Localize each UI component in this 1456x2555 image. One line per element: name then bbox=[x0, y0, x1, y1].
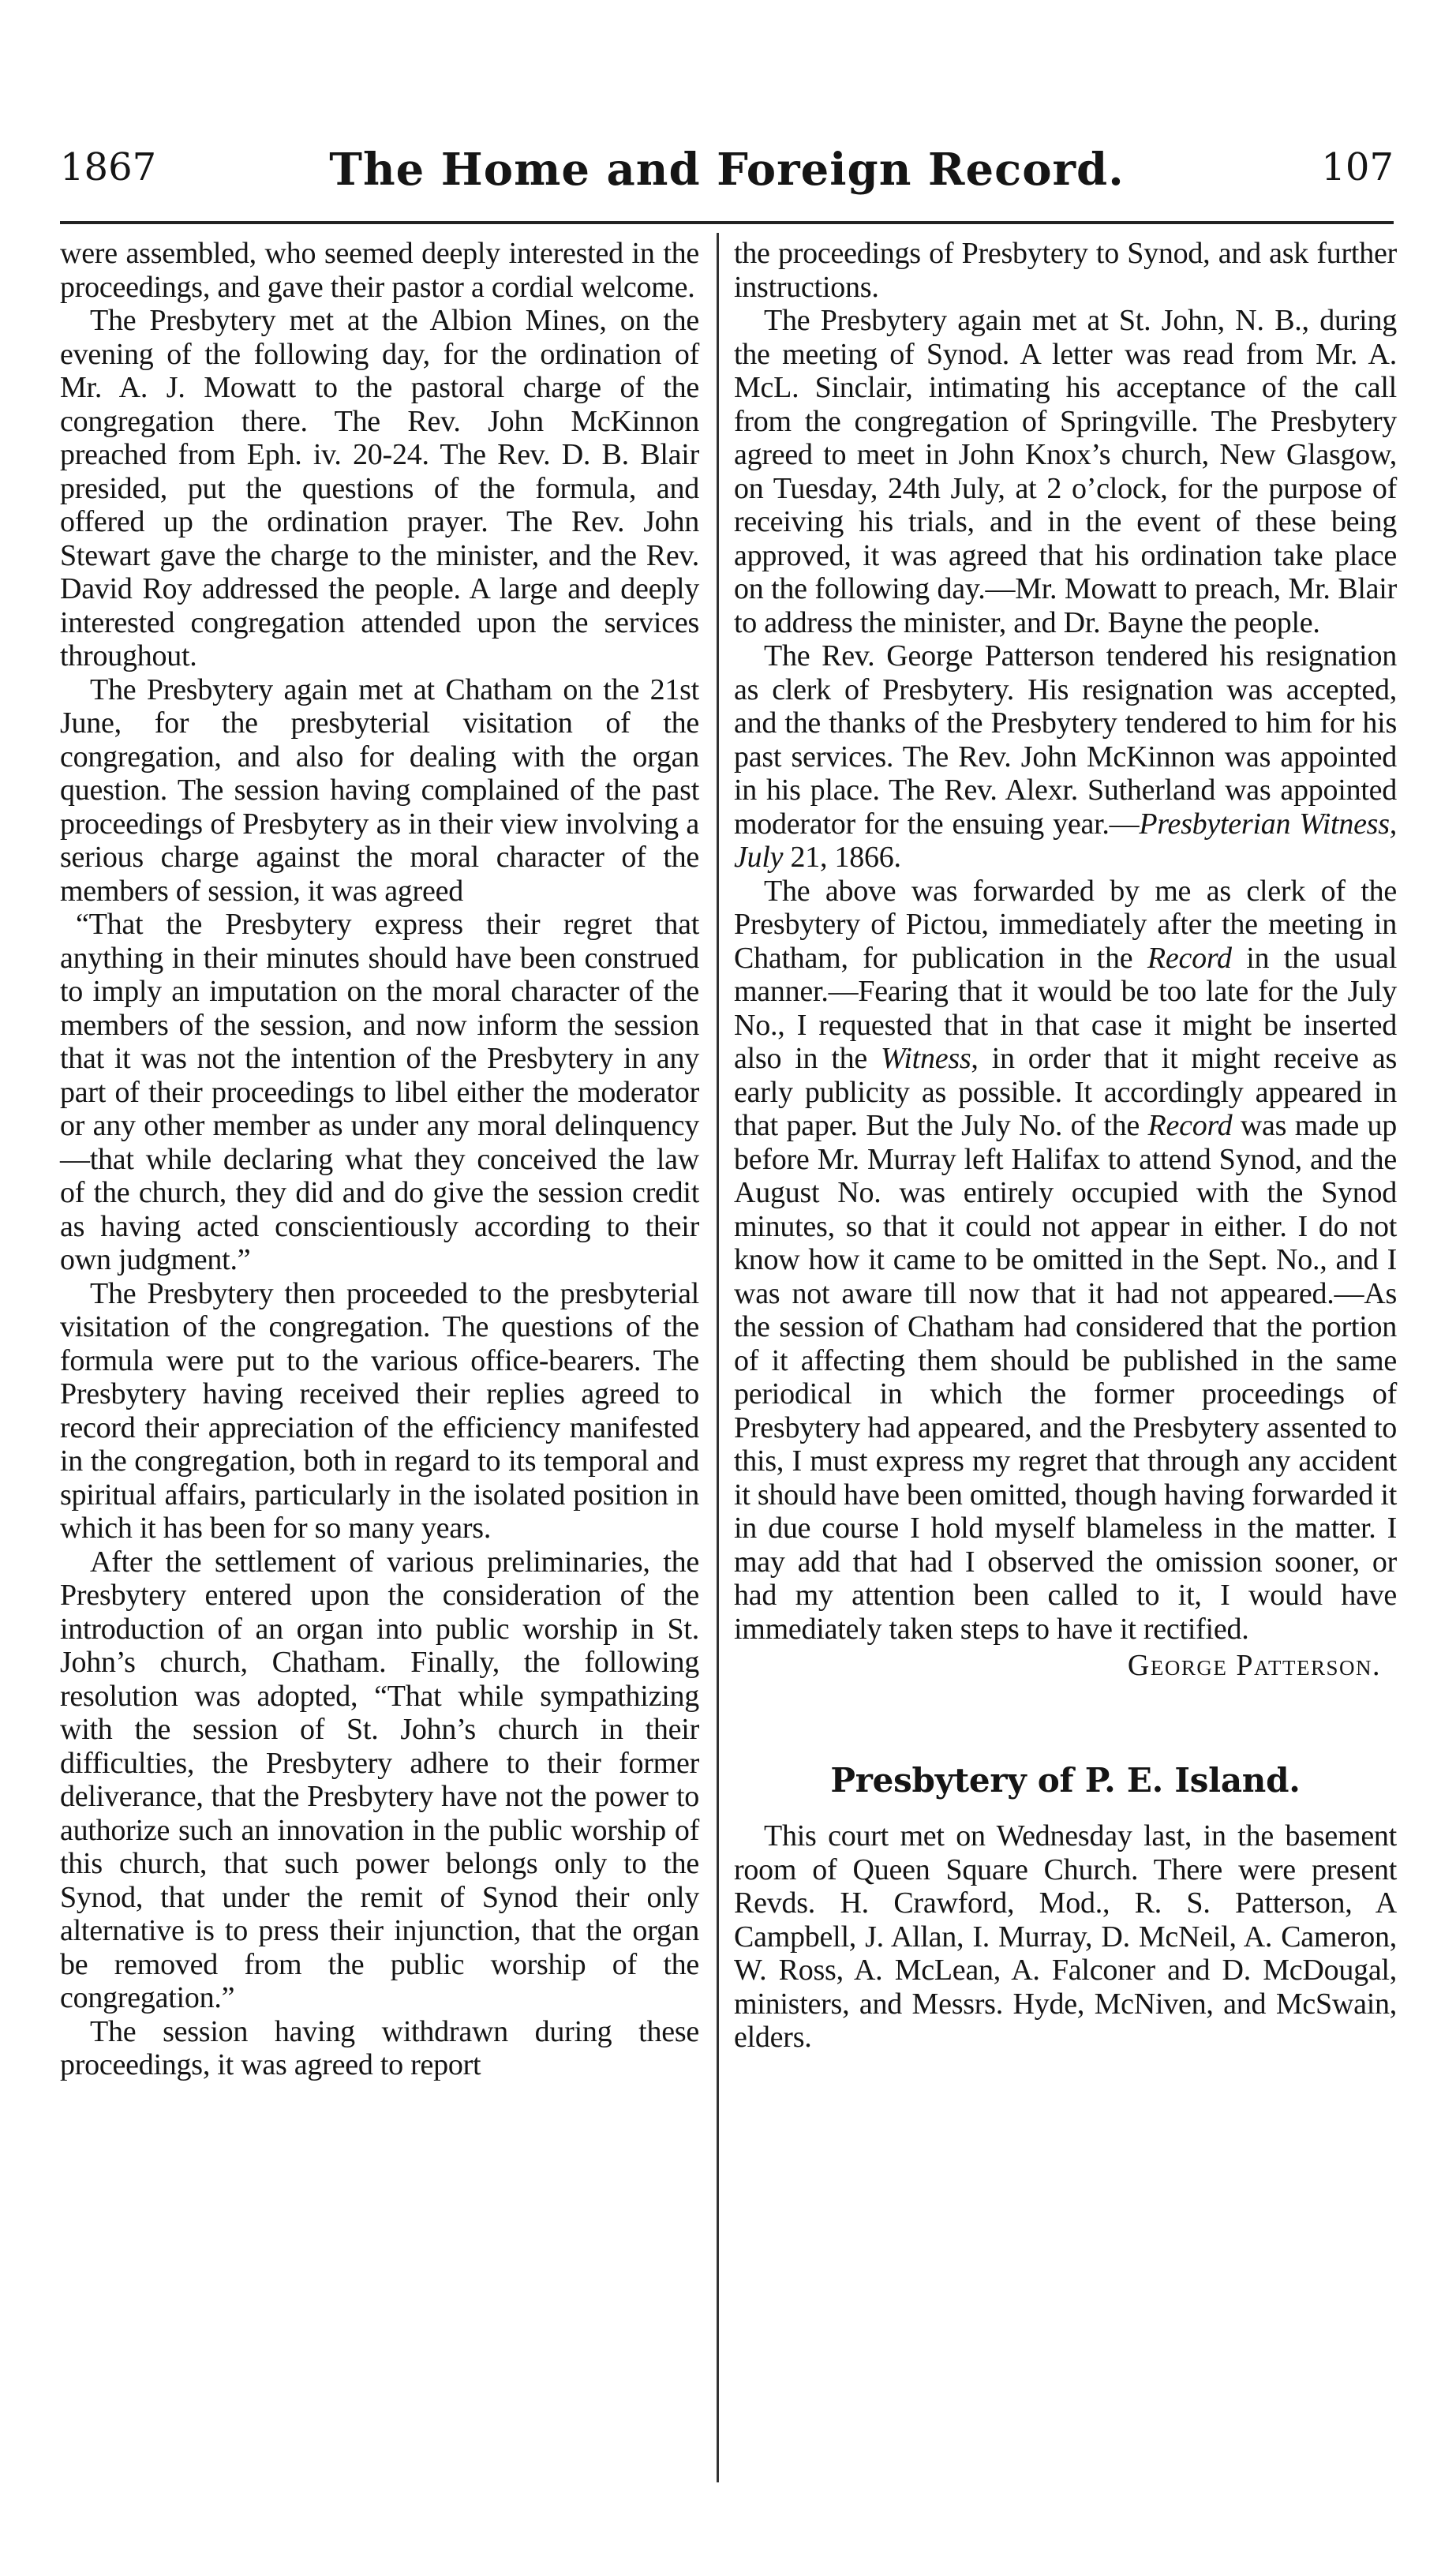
paragraph: The Presbytery again met at Chatham on the 21st June, for the presbyterial visitation of the congregation, and also for dealing with the organ question. The session having complained of the past proceedings of Presbytery as in their view involving a serious charge against the moral character of the members of session, it was agreed bbox=[60, 672, 699, 908]
paragraph bbox=[734, 875, 1397, 1647]
paragraph-text: , in order that it might receive as early publicity as possible. It accordingly appeared in that paper. But the July No. of the bbox=[734, 1042, 1397, 1142]
citation-date: 21, 1866. bbox=[783, 841, 901, 874]
journal-title: The Home and Foreign Record. bbox=[329, 144, 1125, 196]
record-title: Record bbox=[1147, 941, 1232, 975]
witness-title: Witness bbox=[881, 1042, 971, 1075]
paragraph-text: The Rev. George Patterson tendered his resignation as clerk of Presbytery. His resignation was accepted, and the thanks of the Presbytery tendered to him for his past services. The Rev. John McKinnon was appointed in his place. The Rev. Alexr. Sutherland was appointed moderator for the ensuing year.— bbox=[734, 639, 1397, 841]
header-year: 1867 bbox=[60, 145, 157, 189]
paragraph: This court met on Wednesday last, in the basement room of Queen Square Church. There were present Revds. H. Crawford, Mod., R. S. Patterson, A Campbell, J. Allan, I. Murray, D. McNeil, A. Cameron, W. Ross, A. McLean, A. Falconer and D. McDougal, ministers, and Messrs. Hyde, McNiven, and McSwain, elders. bbox=[734, 1819, 1397, 2054]
paragraph: were assembled, who seemed deeply interested in the proceedings, and gave their pastor a cordial welcome. bbox=[60, 237, 699, 304]
section-heading: Presbytery of P. E. Island. bbox=[830, 1761, 1301, 1800]
paragraph-text: in the usual manner.—Fearing that it would be too late for the July No., I requested that in that case it might be inserted also in the bbox=[734, 941, 1397, 1075]
signature: George Patterson. bbox=[1127, 1649, 1381, 1682]
paragraph: The session having withdrawn during these proceedings, it was agreed to report bbox=[60, 2014, 699, 2081]
record-title: Record bbox=[1147, 1109, 1233, 1142]
paragraph: The Presbytery then proceeded to the presbyterial visitation of the congregation. The questions of the formula were put to the various office-bearers. The Presbytery having received their replies agreed to record their appreciation of the efficiency manifested in the congregation, both in regard to its temporal and spiritual affairs, particularly in the isolated position in which it has been for so many years. bbox=[60, 1276, 699, 1545]
paragraph: The Presbytery met at the Albion Mines, on the evening of the following day, for the ordination of Mr. A. J. Mowatt to the pastoral charge of the congregation there. The Rev. John McKinnon preached from Eph. iv. 20-24. The Rev. D. B. Blair presided, put the questions of the formula, and offered up the ordination prayer. The Rev. John Stewart gave the charge to the minister, and the Rev. David Roy addressed the people. A large and deeply interested congregation attended upon the services throughout. bbox=[60, 304, 699, 672]
right-column bbox=[734, 237, 1397, 2055]
resolution-quote: “That the Presbytery express their regret that anything in their minutes should have been construed to imply an imputation on the moral character of the members of the session, and now inform the session that it was not the intention of the Presbytery in any part of their proceedings to libel either the moderator or any other member as under any moral delinquency—that while declaring what they conceived the law of the church, they did and do give the session credit as having acted conscientiously according to their own judgment.” bbox=[60, 908, 699, 1276]
paragraph-text: The above was forwarded by me as clerk of the Presbytery of Pictou, immediately after the meeting in Chatham, for publication in the bbox=[734, 874, 1397, 975]
paragraph: the proceedings of Presbytery to Synod, and ask further instructions. bbox=[734, 237, 1397, 304]
paragraph bbox=[734, 639, 1397, 875]
page-number: 107 bbox=[1321, 145, 1394, 189]
column-divider bbox=[717, 233, 719, 2482]
header-rule bbox=[60, 221, 1394, 224]
page-header bbox=[60, 137, 1394, 224]
paragraph-text: was made up before Mr. Murray left Halifax to attend Synod, and the August No. was entirely occupied with the Synod minutes, so that it could not appear in either. I do not know how it came to be omitted in the Sept. No., and I was not aware till now that it had not appeared.—As the session of Chatham had considered that the portion of it affecting them should be published in the same periodical in which the former proceedings of Presbytery had appeared, and the Presbytery assented to this, I must express my regret that through any accident it should have been omitted, though having forwarded it in due course I hold myself blameless in the matter. I may add that had I observed the omission sooner, or had my attention been called to it, I would have immediately taken steps to have it rectified. bbox=[734, 1109, 1398, 1646]
source-citation: Presbyterian Witness, July bbox=[734, 807, 1398, 874]
paragraph: The Presbytery again met at St. John, N. B., during the meeting of Synod. A letter was read from Mr. A. McL. Sinclair, intimating his acceptance of the call from the congregation of Springville. The Presbytery agreed to meet in John Knox’s church, New Glasgow, on Tuesday, 24th July, at 2 o’clock, for the purpose of receiving his trials, and in the event of these being approved, it was agreed that his ordination take place on the following day.—Mr. Mowatt to preach, Mr. Blair to address the minister, and Dr. Bayne the people. bbox=[734, 304, 1397, 639]
left-column bbox=[60, 237, 699, 2082]
paragraph: After the settlement of various preliminaries, the Presbytery entered upon the consideration of the introduction of an organ into public worship in St. John’s church, Chatham. Finally, the following resolution was adopted, “That while sympathizing with the session of St. John’s church in their difficulties, the Presbytery adhere to their former deliverance, that the Presbytery have not the power to authorize such an innovation in the public worship of this church, that such power belongs only to the Synod, that under the remit of Synod their only alternative is to press their injunction, that the organ be removed from the public worship of the congregation.” bbox=[60, 1545, 699, 2014]
